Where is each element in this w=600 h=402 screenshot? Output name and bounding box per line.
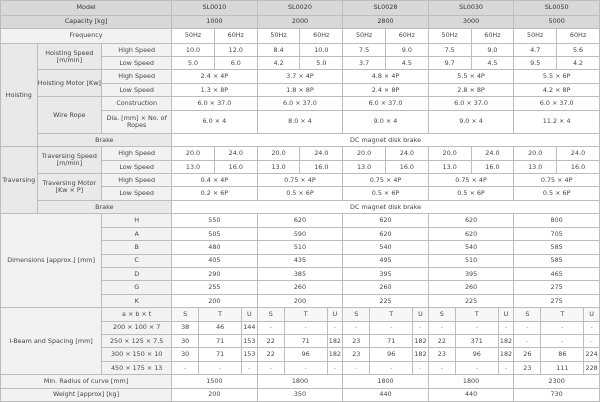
speed-value: 24.0 bbox=[385, 147, 428, 160]
spacing-u-value: 224 bbox=[584, 348, 600, 361]
wire-rope-construction-row bbox=[1, 97, 600, 110]
low-speed-label: Low Speed bbox=[102, 83, 172, 96]
capacity-value: 3000 bbox=[428, 15, 514, 28]
spacing-t-value: - bbox=[199, 361, 242, 374]
ibeam-size: 200 × 100 × 7 bbox=[102, 321, 172, 334]
model-sl0030: SL0030 bbox=[428, 1, 514, 16]
dimension-value: 405 bbox=[172, 254, 258, 267]
dia-value: 6.0 × 4 bbox=[172, 110, 258, 133]
motor-value: 0.75 × 4P bbox=[514, 174, 600, 187]
speed-value: 9.0 bbox=[385, 43, 428, 56]
dimension-value: 620 bbox=[343, 214, 429, 227]
model-label: Model bbox=[1, 1, 172, 16]
spacing-u-value: 153 bbox=[242, 348, 258, 361]
spacing-u-value: 182 bbox=[498, 348, 514, 361]
spacing-t-value: 111 bbox=[541, 361, 584, 374]
min-radius-value: 1800 bbox=[257, 375, 343, 388]
speed-value: 13.0 bbox=[257, 160, 300, 173]
weight-value: 200 bbox=[172, 388, 258, 401]
construction-value: 6.0 × 37.0 bbox=[514, 97, 600, 110]
weight-value: 440 bbox=[428, 388, 514, 401]
speed-value: 16.0 bbox=[214, 160, 257, 173]
low-speed-label: Low Speed bbox=[102, 160, 172, 173]
dimension-value: 800 bbox=[514, 214, 600, 227]
spacing-t-value: - bbox=[370, 321, 413, 334]
motor-value: 0.5 × 6P bbox=[257, 187, 343, 200]
spacing-u-value: - bbox=[413, 321, 429, 334]
motor-value: 0.5 × 6P bbox=[514, 187, 600, 200]
spacing-t-value: 86 bbox=[541, 348, 584, 361]
spacing-t-header: T bbox=[284, 308, 327, 321]
spacing-u-value: 228 bbox=[584, 361, 600, 374]
weight-label: Weight [approx] [kg] bbox=[1, 388, 172, 401]
dimension-value: 480 bbox=[172, 241, 258, 254]
spacing-t-value: 71 bbox=[370, 334, 413, 347]
frequency-60hz: 60Hz bbox=[214, 29, 257, 44]
spacing-u-value: 153 bbox=[242, 334, 258, 347]
speed-value: 7.5 bbox=[428, 43, 471, 56]
speed-value: 10.0 bbox=[300, 43, 343, 56]
spacing-u-header: U bbox=[413, 308, 429, 321]
dimension-value: 200 bbox=[172, 294, 258, 307]
motor-value: 5.5 × 4P bbox=[428, 70, 514, 83]
spacing-t-value: - bbox=[284, 361, 327, 374]
frequency-60hz: 60Hz bbox=[300, 29, 343, 44]
dimension-value: 260 bbox=[257, 281, 343, 294]
speed-value: 9.7 bbox=[428, 57, 471, 70]
spacing-u-value: 182 bbox=[413, 334, 429, 347]
dimension-value: 620 bbox=[428, 214, 514, 227]
dimension-value: 465 bbox=[514, 267, 600, 280]
ibeam-label: I-Beam and Spacing [mm] bbox=[1, 308, 102, 375]
dimension-value: 255 bbox=[172, 281, 258, 294]
dimension-value: 395 bbox=[428, 267, 514, 280]
dimension-key: D bbox=[102, 267, 172, 280]
spacing-s-value: - bbox=[343, 321, 370, 334]
spacing-s-value: - bbox=[172, 361, 199, 374]
wire-rope-label: Wire Rope bbox=[37, 97, 102, 134]
model-row bbox=[1, 1, 600, 16]
speed-value: 16.0 bbox=[385, 160, 428, 173]
spacing-s-value: 23 bbox=[343, 334, 370, 347]
spacing-s-value: 30 bbox=[172, 334, 199, 347]
hoisting-speed-high-row bbox=[1, 43, 600, 56]
dimension-key: G bbox=[102, 281, 172, 294]
speed-value: 13.0 bbox=[428, 160, 471, 173]
speed-value: 4.5 bbox=[385, 57, 428, 70]
capacity-value: 5000 bbox=[514, 15, 600, 28]
dimension-value: 260 bbox=[428, 281, 514, 294]
dimension-key: H bbox=[102, 214, 172, 227]
spacing-u-value: 182 bbox=[413, 348, 429, 361]
spacing-t-value: 46 bbox=[199, 321, 242, 334]
speed-value: 20.0 bbox=[172, 147, 215, 160]
motor-value: 0.5 × 6P bbox=[343, 187, 429, 200]
speed-value: 13.0 bbox=[172, 160, 215, 173]
ibeam-size: 300 × 150 × 10 bbox=[102, 348, 172, 361]
high-speed-label: High Speed bbox=[102, 174, 172, 187]
ibeam-size: 450 × 175 × 13 bbox=[102, 361, 172, 374]
high-speed-label: High Speed bbox=[102, 43, 172, 56]
motor-value: 2.8 × 8P bbox=[428, 83, 514, 96]
dimension-value: 275 bbox=[514, 294, 600, 307]
model-sl0028: SL0028 bbox=[343, 1, 429, 16]
spacing-t-value: - bbox=[370, 361, 413, 374]
low-speed-label: Low Speed bbox=[102, 57, 172, 70]
spacing-s-value: 23 bbox=[514, 361, 541, 374]
speed-value: 5.0 bbox=[300, 57, 343, 70]
dia-label: Dia. [mm] × No. of Ropes bbox=[102, 110, 172, 133]
dimension-key: K bbox=[102, 294, 172, 307]
dimension-value: 620 bbox=[428, 227, 514, 240]
spacing-u-header: U bbox=[242, 308, 258, 321]
motor-value: 3.7 × 4P bbox=[257, 70, 343, 83]
motor-value: 4.8 × 4P bbox=[343, 70, 429, 83]
dimension-value: 620 bbox=[257, 214, 343, 227]
dimension-value: 585 bbox=[514, 241, 600, 254]
dimension-key: A bbox=[102, 227, 172, 240]
motor-value: 0.75 × 4P bbox=[428, 174, 514, 187]
traversing-motor-high-row bbox=[1, 174, 600, 187]
spacing-s-value: - bbox=[428, 361, 455, 374]
weight-row bbox=[1, 388, 600, 401]
motor-value: 0.75 × 4P bbox=[343, 174, 429, 187]
spacing-u-value: - bbox=[498, 361, 514, 374]
spacing-u-value: - bbox=[584, 321, 600, 334]
spacing-s-value: - bbox=[257, 321, 284, 334]
motor-value: 2.4 × 4P bbox=[172, 70, 258, 83]
motor-value: 2.4 × 8P bbox=[343, 83, 429, 96]
motor-value: 1.3 × 8P bbox=[172, 83, 258, 96]
low-speed-label: Low Speed bbox=[102, 187, 172, 200]
spacing-t-value: - bbox=[541, 334, 584, 347]
traversing-speed-high-row bbox=[1, 147, 600, 160]
traversing-speed-label: Traversing Speed [m/min] bbox=[37, 147, 102, 174]
frequency-row bbox=[1, 29, 600, 44]
spacing-s-value: 23 bbox=[343, 348, 370, 361]
brake-value: DC magnet disk brake bbox=[172, 133, 600, 146]
dimension-value: 495 bbox=[343, 254, 429, 267]
dimension-value: 260 bbox=[343, 281, 429, 294]
speed-value: 13.0 bbox=[514, 160, 557, 173]
speed-value: 20.0 bbox=[343, 147, 386, 160]
frequency-60hz: 60Hz bbox=[471, 29, 514, 44]
speed-value: 24.0 bbox=[557, 147, 600, 160]
high-speed-label: High Speed bbox=[102, 70, 172, 83]
speed-value: 9.0 bbox=[471, 43, 514, 56]
brake-label: Brake bbox=[37, 133, 172, 146]
min-radius-value: 1800 bbox=[428, 375, 514, 388]
spacing-t-value: - bbox=[455, 361, 498, 374]
brake-value: DC magnet disk brake bbox=[172, 200, 600, 213]
speed-value: 16.0 bbox=[557, 160, 600, 173]
speed-value: 4.5 bbox=[471, 57, 514, 70]
ibeam-size: 250 × 125 × 7.5 bbox=[102, 334, 172, 347]
frequency-60hz: 60Hz bbox=[557, 29, 600, 44]
speed-value: 12.0 bbox=[214, 43, 257, 56]
construction-value: 6.0 × 37.0 bbox=[172, 97, 258, 110]
motor-value: 5.5 × 6P bbox=[514, 70, 600, 83]
speed-value: 16.0 bbox=[471, 160, 514, 173]
spacing-s-value: - bbox=[428, 321, 455, 334]
speed-value: 24.0 bbox=[300, 147, 343, 160]
speed-value: 8.4 bbox=[257, 43, 300, 56]
dimensions-label: Dimensions [approx.] [mm] bbox=[1, 214, 102, 308]
spacing-u-value: - bbox=[498, 321, 514, 334]
model-sl0020: SL0020 bbox=[257, 1, 343, 16]
spacing-u-value: - bbox=[242, 361, 258, 374]
construction-label: Construction bbox=[102, 97, 172, 110]
spacing-u-value: - bbox=[413, 361, 429, 374]
spacing-s-value: 26 bbox=[514, 348, 541, 361]
spacing-s-value: - bbox=[514, 321, 541, 334]
min-radius-value: 1800 bbox=[343, 375, 429, 388]
spacing-t-header: T bbox=[541, 308, 584, 321]
motor-value: 0.2 × 6P bbox=[172, 187, 258, 200]
dimension-value: 290 bbox=[172, 267, 258, 280]
weight-value: 730 bbox=[514, 388, 600, 401]
dimension-value: 200 bbox=[257, 294, 343, 307]
spacing-t-value: - bbox=[455, 321, 498, 334]
traversing-brake-row bbox=[1, 200, 600, 213]
dimension-value: 510 bbox=[257, 241, 343, 254]
ibeam-size-header: a × b × t bbox=[102, 308, 172, 321]
spacing-u-value: 144 bbox=[242, 321, 258, 334]
dimension-value: 385 bbox=[257, 267, 343, 280]
dia-value: 9.0 × 4 bbox=[343, 110, 429, 133]
dimension-value: 435 bbox=[257, 254, 343, 267]
spacing-s-header: S bbox=[172, 308, 199, 321]
spacing-u-value: 182 bbox=[327, 348, 343, 361]
ibeam-header-row bbox=[1, 308, 600, 321]
hoisting-section-label: Hoisting bbox=[1, 43, 38, 147]
speed-value: 24.0 bbox=[214, 147, 257, 160]
hoisting-speed-label: Hoisting Speed [m/min] bbox=[37, 43, 102, 70]
dia-value: 9.0 × 4 bbox=[428, 110, 514, 133]
speed-value: 4.2 bbox=[557, 57, 600, 70]
spacing-u-value: 182 bbox=[498, 334, 514, 347]
speed-value: 20.0 bbox=[428, 147, 471, 160]
speed-value: 24.0 bbox=[471, 147, 514, 160]
spacing-s-value: 22 bbox=[257, 348, 284, 361]
frequency-50hz: 50Hz bbox=[343, 29, 386, 44]
capacity-row bbox=[1, 15, 600, 28]
frequency-label: Frequency bbox=[1, 29, 172, 44]
spacing-s-value: - bbox=[343, 361, 370, 374]
spacing-t-value: 71 bbox=[199, 334, 242, 347]
speed-value: 4.7 bbox=[514, 43, 557, 56]
speed-value: 5.6 bbox=[557, 43, 600, 56]
capacity-label: Capacity [kg] bbox=[1, 15, 172, 28]
dimension-value: 225 bbox=[428, 294, 514, 307]
spacing-s-value: 23 bbox=[428, 348, 455, 361]
spacing-s-header: S bbox=[428, 308, 455, 321]
dimension-key: B bbox=[102, 241, 172, 254]
spacing-t-value: 71 bbox=[284, 334, 327, 347]
high-speed-label: High Speed bbox=[102, 147, 172, 160]
dimension-value: 620 bbox=[343, 227, 429, 240]
spacing-t-value: 71 bbox=[199, 348, 242, 361]
frequency-50hz: 50Hz bbox=[428, 29, 471, 44]
motor-value: 0.4 × 4P bbox=[172, 174, 258, 187]
spacing-u-value: - bbox=[584, 334, 600, 347]
spacing-u-header: U bbox=[584, 308, 600, 321]
traversing-section-label: Traversing bbox=[1, 147, 38, 214]
dimension-value: 705 bbox=[514, 227, 600, 240]
speed-value: 6.0 bbox=[214, 57, 257, 70]
spacing-s-value: 38 bbox=[172, 321, 199, 334]
spacing-t-value: 96 bbox=[370, 348, 413, 361]
spacing-s-value: - bbox=[257, 361, 284, 374]
dia-value: 11.2 × 4 bbox=[514, 110, 600, 133]
dimension-value: 505 bbox=[172, 227, 258, 240]
spacing-t-header: T bbox=[199, 308, 242, 321]
speed-value: 13.0 bbox=[343, 160, 386, 173]
frequency-50hz: 50Hz bbox=[172, 29, 215, 44]
dimension-key: C bbox=[102, 254, 172, 267]
spacing-t-value: - bbox=[284, 321, 327, 334]
spacing-s-value: - bbox=[514, 334, 541, 347]
hoisting-motor-label: Hoisting Motor [Kw] bbox=[37, 70, 102, 97]
hoisting-motor-high-row bbox=[1, 70, 600, 83]
motor-value: 0.5 × 6P bbox=[428, 187, 514, 200]
hoisting-brake-row bbox=[1, 133, 600, 146]
spacing-t-header: T bbox=[455, 308, 498, 321]
min-radius-value: 1500 bbox=[172, 375, 258, 388]
min-radius-label: Min. Radius of curve [mm] bbox=[1, 375, 172, 388]
model-sl0050: SL0050 bbox=[514, 1, 600, 16]
spacing-s-header: S bbox=[514, 308, 541, 321]
dimension-row bbox=[1, 214, 600, 227]
spacing-s-value: 22 bbox=[257, 334, 284, 347]
speed-value: 7.5 bbox=[343, 43, 386, 56]
spacing-s-header: S bbox=[343, 308, 370, 321]
speed-value: 10.0 bbox=[172, 43, 215, 56]
spacing-u-value: 182 bbox=[327, 334, 343, 347]
speed-value: 20.0 bbox=[514, 147, 557, 160]
weight-value: 440 bbox=[343, 388, 429, 401]
motor-value: 4.2 × 8P bbox=[514, 83, 600, 96]
spacing-u-value: - bbox=[327, 361, 343, 374]
motor-value: 1.8 × 8P bbox=[257, 83, 343, 96]
capacity-value: 2800 bbox=[343, 15, 429, 28]
spacing-t-value: 96 bbox=[284, 348, 327, 361]
construction-value: 6.0 × 37.0 bbox=[343, 97, 429, 110]
spacing-t-value: 371 bbox=[455, 334, 498, 347]
speed-value: 3.7 bbox=[343, 57, 386, 70]
dimension-value: 275 bbox=[514, 281, 600, 294]
dimension-value: 585 bbox=[514, 254, 600, 267]
dia-value: 8.0 × 4 bbox=[257, 110, 343, 133]
dimension-value: 510 bbox=[428, 254, 514, 267]
dimension-value: 590 bbox=[257, 227, 343, 240]
spacing-s-header: S bbox=[257, 308, 284, 321]
spacing-s-value: 30 bbox=[172, 348, 199, 361]
spacing-t-value: 96 bbox=[455, 348, 498, 361]
construction-value: 6.0 × 37.0 bbox=[428, 97, 514, 110]
spacing-s-value: 22 bbox=[428, 334, 455, 347]
frequency-50hz: 50Hz bbox=[257, 29, 300, 44]
speed-value: 20.0 bbox=[257, 147, 300, 160]
min-radius-value: 2300 bbox=[514, 375, 600, 388]
motor-value: 0.75 × 4P bbox=[257, 174, 343, 187]
speed-value: 5.0 bbox=[172, 57, 215, 70]
spacing-u-value: - bbox=[327, 321, 343, 334]
speed-value: 16.0 bbox=[300, 160, 343, 173]
spacing-t-header: T bbox=[370, 308, 413, 321]
capacity-value: 1000 bbox=[172, 15, 258, 28]
model-sl0010: SL0010 bbox=[172, 1, 258, 16]
traversing-motor-label: Traversing Motor [Kw × P] bbox=[37, 174, 102, 201]
spacing-t-value: - bbox=[541, 321, 584, 334]
dimension-value: 225 bbox=[343, 294, 429, 307]
brake-label: Brake bbox=[37, 200, 172, 213]
weight-value: 350 bbox=[257, 388, 343, 401]
capacity-value: 2000 bbox=[257, 15, 343, 28]
speed-value: 9.5 bbox=[514, 57, 557, 70]
dimension-value: 395 bbox=[343, 267, 429, 280]
dimension-value: 540 bbox=[343, 241, 429, 254]
frequency-60hz: 60Hz bbox=[385, 29, 428, 44]
spacing-u-header: U bbox=[327, 308, 343, 321]
dimension-value: 540 bbox=[428, 241, 514, 254]
spacing-u-header: U bbox=[498, 308, 514, 321]
dimension-value: 550 bbox=[172, 214, 258, 227]
frequency-50hz: 50Hz bbox=[514, 29, 557, 44]
speed-value: 4.2 bbox=[257, 57, 300, 70]
construction-value: 6.0 × 37.0 bbox=[257, 97, 343, 110]
min-radius-row bbox=[1, 375, 600, 388]
